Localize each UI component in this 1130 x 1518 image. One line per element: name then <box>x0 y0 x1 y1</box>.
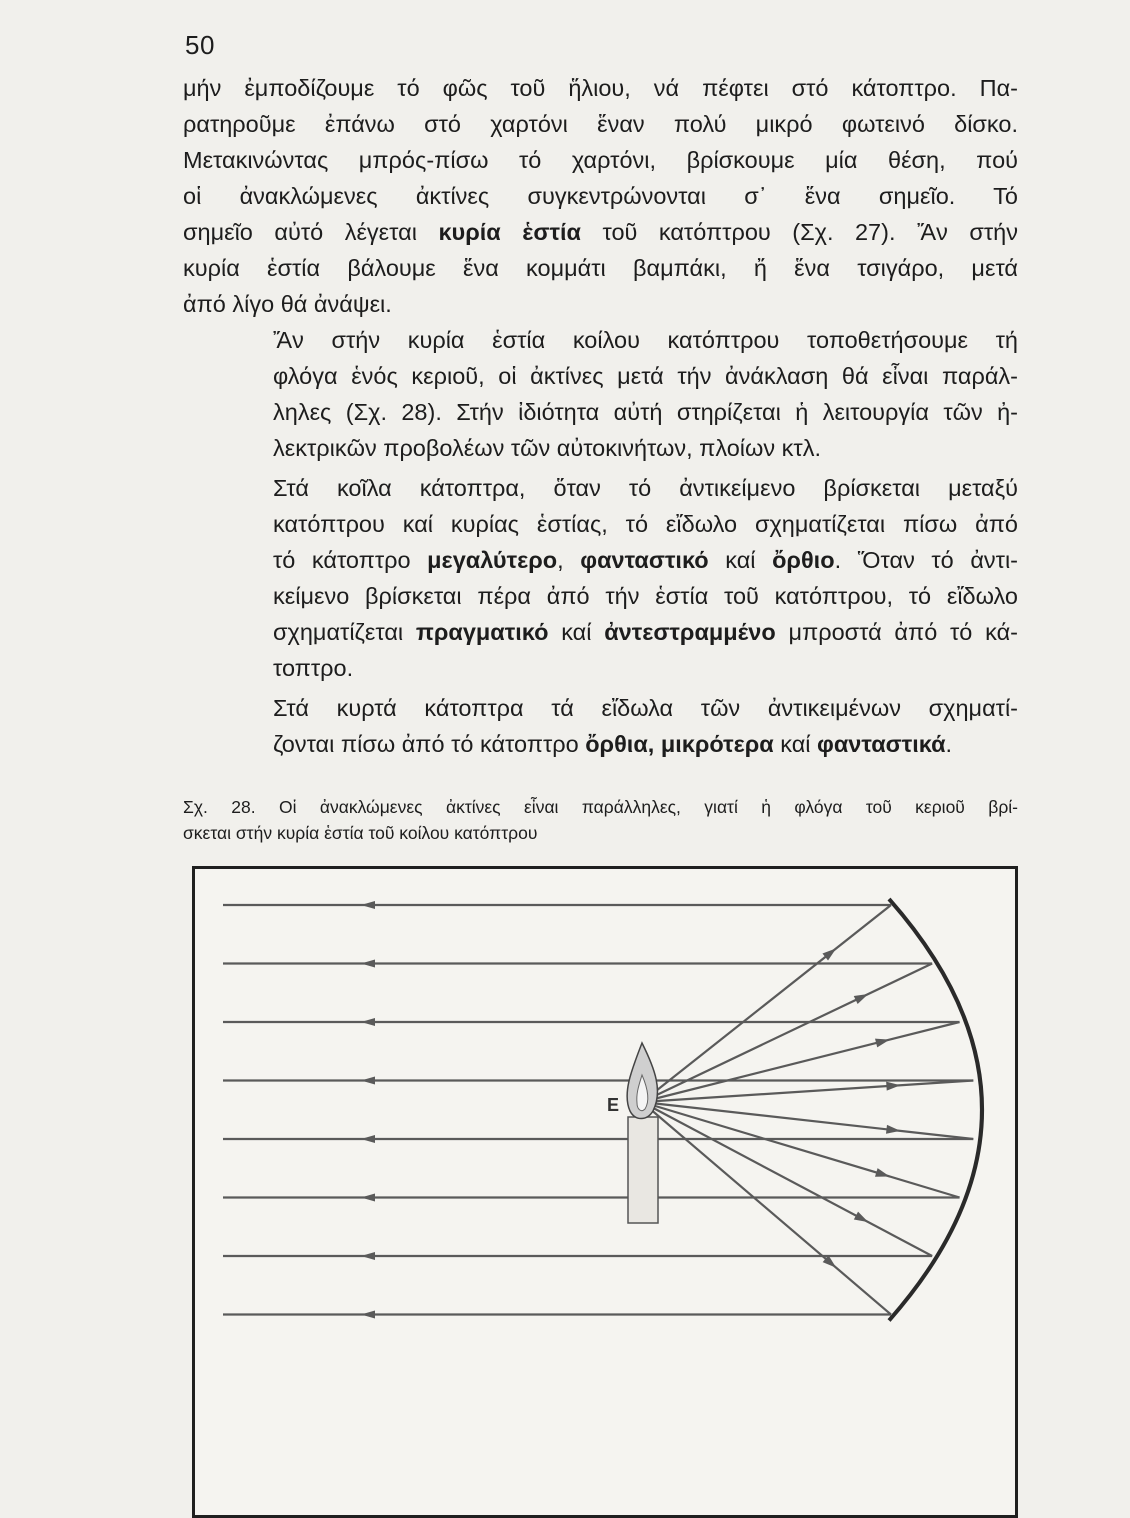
text-run: λεκτρικῶν προβολέων τῶν αὐτοκινήτων, πλοίων κτλ. <box>273 435 821 461</box>
incident-ray <box>642 1102 960 1198</box>
parallel-ray-arrow <box>361 1077 375 1085</box>
incident-ray <box>642 905 891 1102</box>
text-run: καί <box>708 547 773 573</box>
text-run: ἀπό λίγο θά ἀνάψει. <box>183 291 392 317</box>
focus-label: E <box>607 1095 620 1115</box>
incident-ray <box>642 1102 932 1256</box>
text-run: , <box>557 547 581 573</box>
text-line <box>183 578 1018 614</box>
text-line <box>183 70 1018 106</box>
text-line <box>183 178 1018 214</box>
body-text <box>183 70 1018 762</box>
text-run: φλόγα ἑνός κεριοῦ, οἱ ἀκτίνες μετά τήν ἀνάκλαση θά εἶναι παράλ- <box>273 363 1018 389</box>
incident-ray-arrow <box>875 1168 890 1177</box>
parallel-ray-arrow <box>361 1194 375 1202</box>
text-run: καί <box>773 731 818 757</box>
text-run: τό κάτοπτρο <box>273 547 428 573</box>
incident-ray-arrow <box>854 1212 868 1223</box>
text-run: σημεῖο αὐτό λέγεται <box>183 219 439 245</box>
text-line <box>183 106 1018 142</box>
mirror-arc <box>889 899 982 1321</box>
parallel-ray-arrow <box>361 901 375 909</box>
paragraph-1 <box>183 70 1018 322</box>
text-run: . <box>945 731 953 757</box>
incident-ray-arrow <box>875 1039 890 1048</box>
text-run: κατόπτρου καί κυρίας ἑστίας, τό εἴδωλο σχηματίζεται πίσω ἀπό <box>273 511 1018 537</box>
incident-ray-arrow <box>886 1125 900 1134</box>
text-run: . Ὅταν τό ἀντι- <box>834 547 1018 573</box>
text-line <box>183 614 1018 650</box>
text-run: σχηματίζεται <box>273 619 416 645</box>
text-run: κυρία ἑστία βάλουμε ἕνα κομμάτι βαμπάκι, ἤ ἕνα τσιγάρο, μετά <box>183 255 1018 281</box>
paragraph-2 <box>183 322 1018 466</box>
text-run: τοπτρο. <box>273 655 354 681</box>
text-run: μήν ἐμποδίζουμε τό φῶς τοῦ ἥλιου, νά πέφτει στό κάτοπτρο. Πα- <box>183 75 1018 101</box>
parallel-ray-arrow <box>361 1311 375 1319</box>
text-line <box>183 250 1018 286</box>
text-run: μπροστά ἀπό τό κά- <box>775 619 1018 645</box>
text-run: Στά κυρτά κάτοπτρα τά εἴδωλα τῶν ἀντικειμένων σχηματί- <box>273 695 1018 721</box>
page-number: 50 <box>185 30 215 60</box>
incident-ray-arrow <box>854 994 869 1004</box>
text-line <box>183 286 1018 322</box>
bold-term: φανταστικά <box>817 731 946 757</box>
bold-term: φανταστικό <box>580 547 709 573</box>
incident-ray <box>642 1102 973 1139</box>
text-line <box>183 470 1018 506</box>
incident-ray <box>642 1102 891 1315</box>
text-run: ζονται πίσω ἀπό τό κάτοπτρο <box>273 731 586 757</box>
candle-body <box>628 1117 658 1223</box>
caption-line: Σχ. 28. Οἱ ἀνακλώμενες ἀκτίνες εἶναι παράλληλες, γιατί ἡ φλόγα τοῦ κεριοῦ βρί- <box>183 797 1018 817</box>
caption-line: σκεται στήν κυρία ἑστία τοῦ κοίλου κατόπτρου <box>183 823 538 843</box>
text-line <box>183 690 1018 726</box>
text-line <box>183 394 1018 430</box>
text-run: Στά κοῖλα κάτοπτρα, ὅταν τό ἀντικείμενο βρίσκεται μεταξύ <box>273 475 1018 501</box>
text-line <box>183 322 1018 358</box>
bold-term: ὄρθιο <box>772 547 835 573</box>
text-line <box>183 430 1018 466</box>
text-line <box>183 726 1018 762</box>
parallel-ray-arrow <box>361 960 375 968</box>
text-run: οἱ ἀνακλώμενες ἀκτίνες συγκεντρώνονται σ᾽ ἕνα σημεῖο. Τό <box>183 183 1018 209</box>
text-line <box>183 542 1018 578</box>
text-run: καί <box>548 619 605 645</box>
text-line <box>183 650 1018 686</box>
bold-term: κυρία ἑστία <box>438 219 581 245</box>
text-line <box>183 358 1018 394</box>
figure-concave-mirror <box>192 866 1018 1518</box>
text-line <box>183 506 1018 542</box>
text-run: Ἄν στήν κυρία ἑστία κοίλου κατόπτρου τοποθετήσουμε τή <box>273 327 1018 353</box>
text-line <box>183 214 1018 250</box>
parallel-ray-arrow <box>361 1135 375 1143</box>
concave-mirror-diagram <box>195 869 1015 1515</box>
incident-ray <box>642 1022 960 1102</box>
text-run: Μετακινώντας μπρός-πίσω τό χαρτόνι, βρίσκουμε μία θέση, πού <box>183 147 1018 173</box>
bold-term: μεγαλύτερο <box>427 547 558 573</box>
parallel-ray-arrow <box>361 1018 375 1026</box>
text-line <box>183 142 1018 178</box>
text-run: ληλες (Σχ. 28). Στήν ἰδιότητα αὐτή στηρίζεται ἡ λειτουργία τῶν ἠ- <box>273 399 1018 425</box>
bold-term: πραγματικό <box>415 619 549 645</box>
incident-ray <box>642 1081 973 1103</box>
figure-caption <box>183 794 1018 846</box>
text-run: ρατηροῦμε ἐπάνω στό χαρτόνι ἕναν πολύ μικρό φωτεινό δίσκο. <box>183 111 1018 137</box>
text-run: τοῦ κατόπτρου (Σχ. 27). Ἄν στήν <box>580 219 1018 245</box>
paragraph-3 <box>183 470 1018 686</box>
text-run: κείμενο βρίσκεται πέρα ἀπό τήν ἑστία τοῦ κατόπτρου, τό εἴδωλο <box>273 583 1018 609</box>
paragraph-4 <box>183 690 1018 762</box>
bold-term: ἀντεστραμμένο <box>604 619 776 645</box>
bold-term: ὄρθια, μικρότερα <box>585 731 774 757</box>
parallel-ray-arrow <box>361 1252 375 1260</box>
